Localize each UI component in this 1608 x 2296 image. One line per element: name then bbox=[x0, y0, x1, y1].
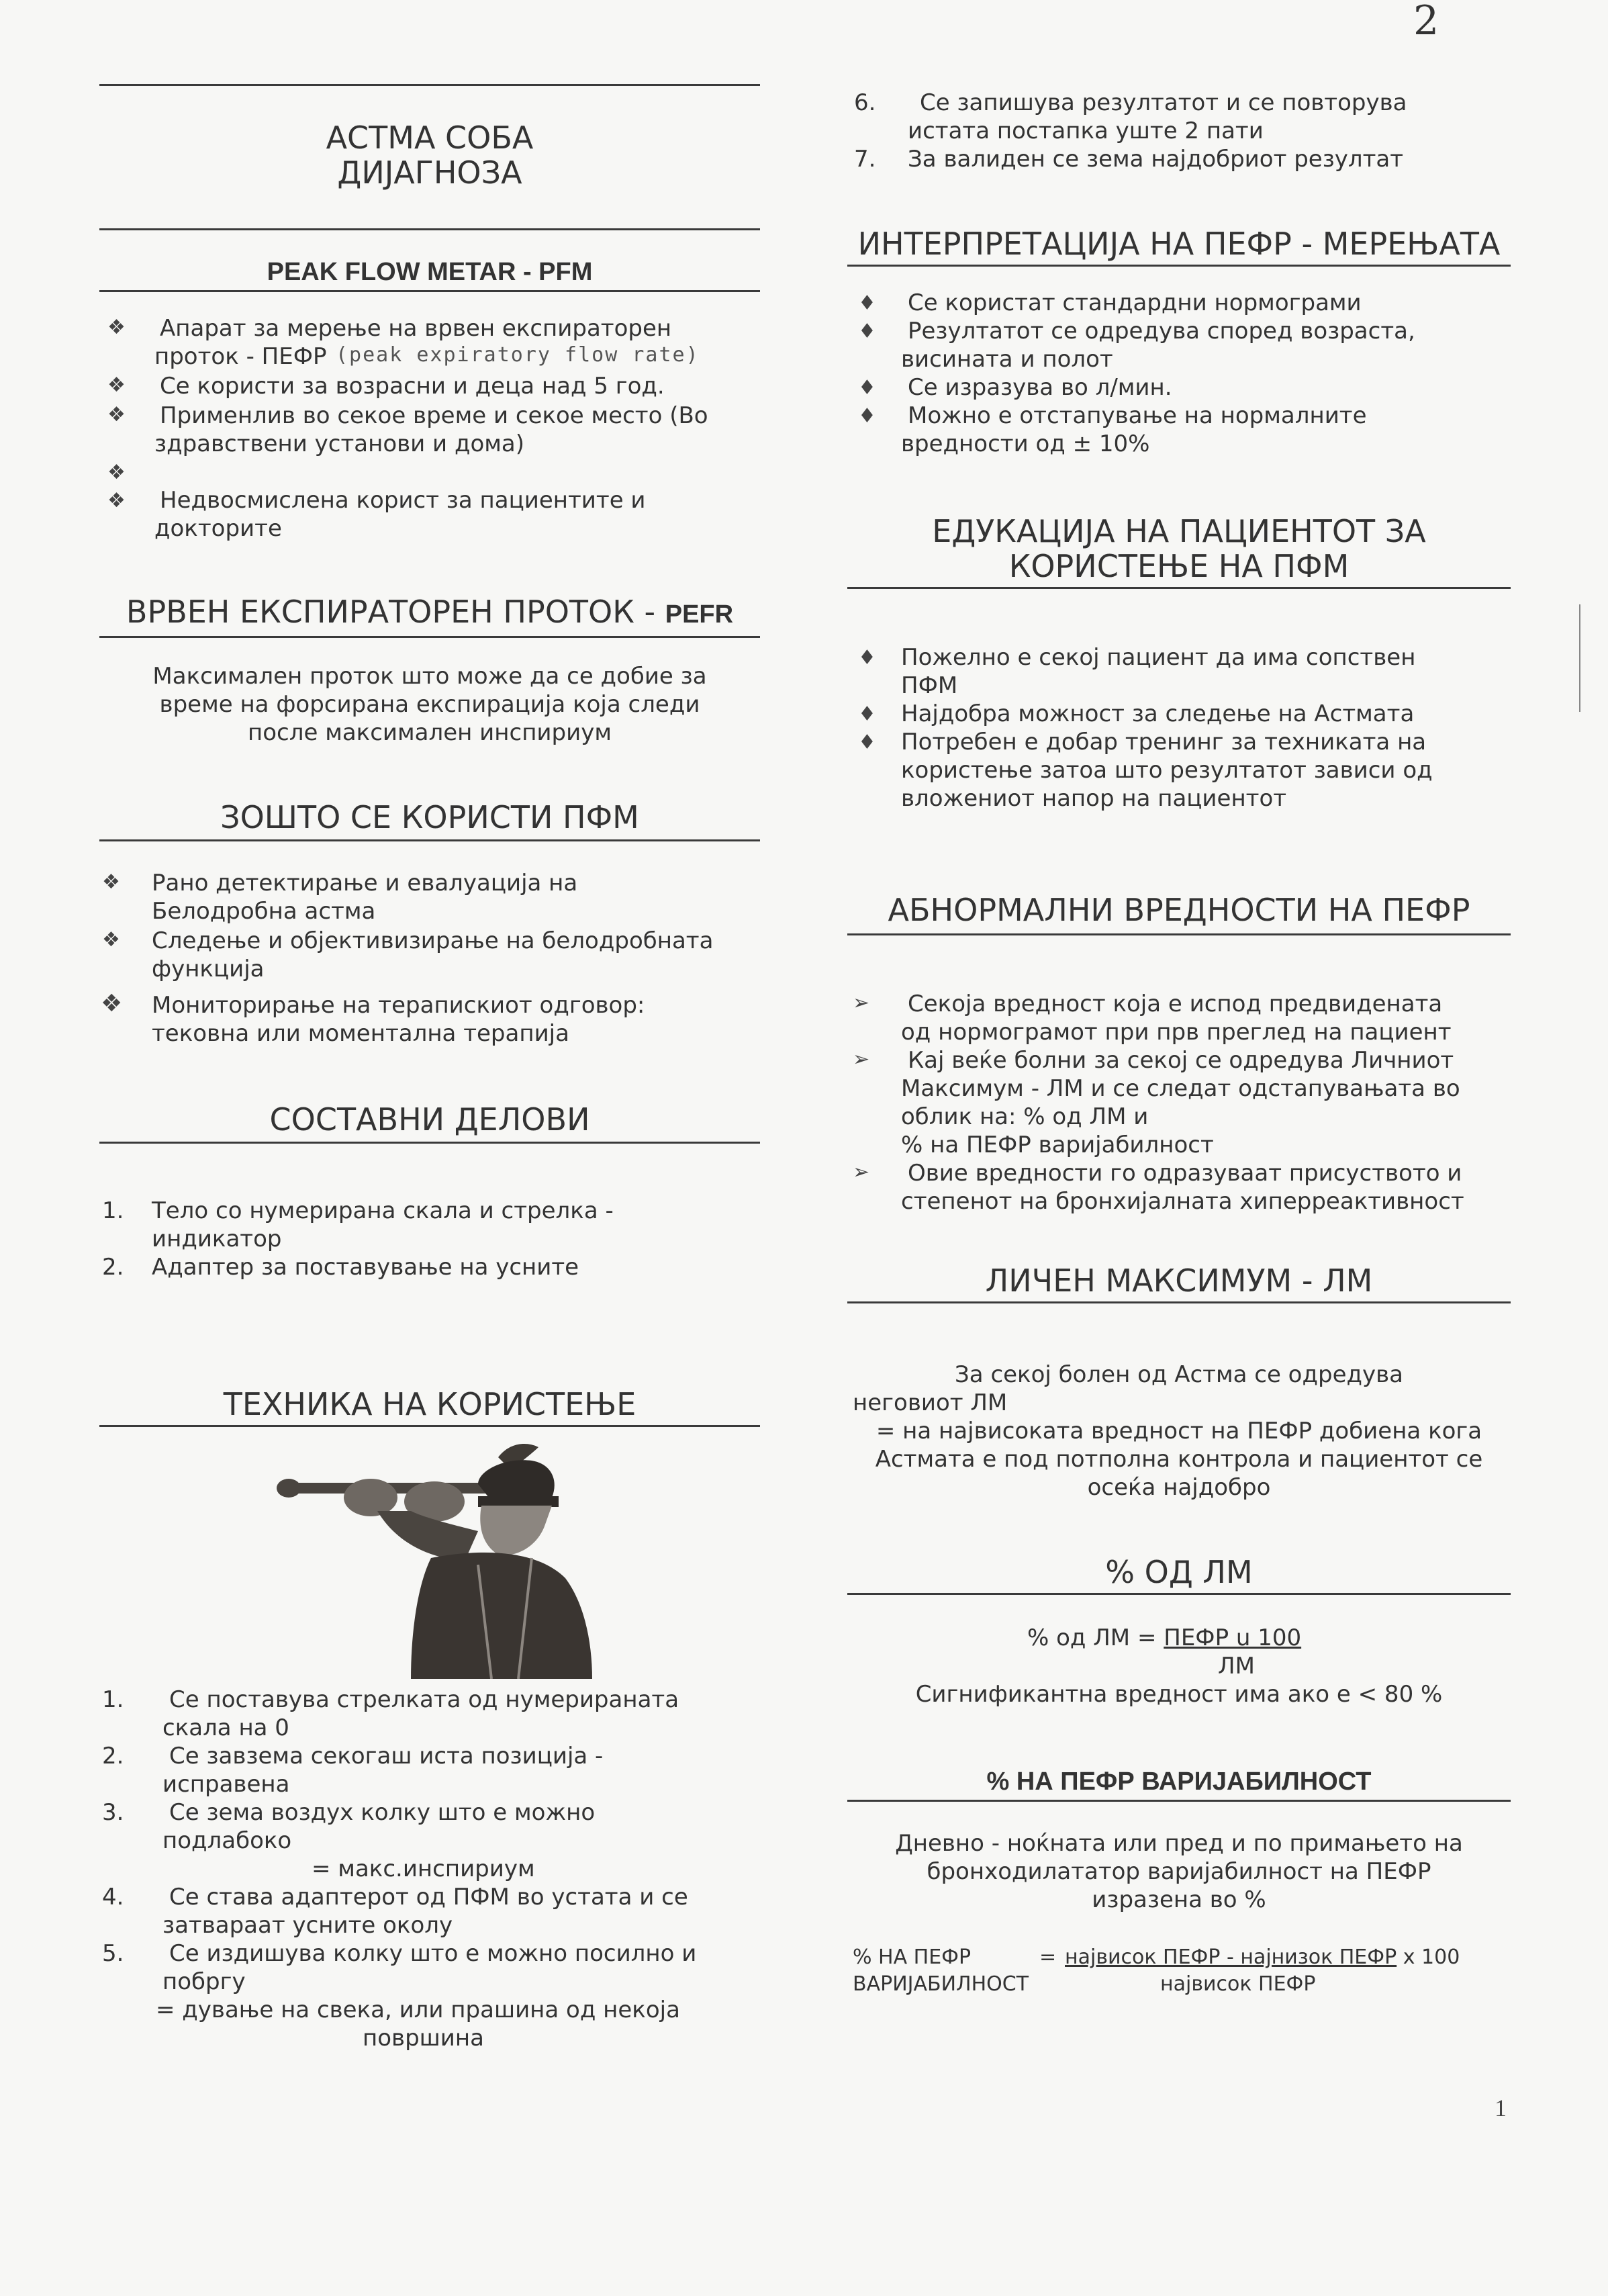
abnormal-item-2b: Максимум - ЛМ и се следат одстапувањата во bbox=[901, 1075, 1460, 1102]
heading-personal-max: ЛИЧЕН МАКСИМУМ - ЛМ bbox=[985, 1262, 1373, 1299]
interp-item-4b: вредности од ± 10% bbox=[901, 430, 1150, 457]
pefr-line-3: после максимален инспириум bbox=[248, 719, 612, 746]
personal-max-line-1: За секој болен од Астма се одредува bbox=[955, 1361, 1403, 1388]
step-7: За валиден се зема најдобриот резултат bbox=[908, 146, 1404, 173]
diamond-bullet-icon: ❖ bbox=[107, 373, 126, 397]
diamond-bullet-icon: ♦ bbox=[858, 702, 876, 726]
pefr-line-2: време на форсирана експирација која следи bbox=[159, 691, 700, 718]
abnormal-item-3b: степенот на бронхијалната хиперреактивност bbox=[901, 1188, 1464, 1215]
tech-step-5-note-b: површина bbox=[363, 2025, 484, 2052]
abnormal-item-2d: % на ПЕФР варијабилност bbox=[901, 1132, 1214, 1158]
tech-step-2b: исправена bbox=[162, 1771, 290, 1798]
variability-formula-eq: = bbox=[1039, 1945, 1057, 1969]
interp-item-2b: висината и полот bbox=[901, 346, 1113, 373]
abnormal-item-2c: облик на: % од ЛМ и bbox=[901, 1103, 1149, 1130]
diamond-bullet-icon: ♦ bbox=[858, 646, 876, 670]
rule-education bbox=[847, 587, 1511, 589]
diamond-bullet-icon: ❖ bbox=[107, 403, 126, 426]
tech-step-5b: побргу bbox=[162, 1968, 246, 1995]
rule-abnormal bbox=[847, 933, 1511, 935]
scan-edge-mark bbox=[1579, 604, 1580, 712]
rule-interpretation bbox=[847, 265, 1511, 267]
step-6b: истата постапка уште 2 пати bbox=[908, 118, 1264, 144]
rule-parts bbox=[99, 1142, 760, 1144]
tech-num-3: 3. bbox=[102, 1799, 124, 1826]
pfm-item-3b: здравствени установи и дома) bbox=[154, 430, 525, 457]
variability-formula-mult: x 100 bbox=[1397, 1945, 1460, 1969]
parts-num-2: 2. bbox=[102, 1254, 124, 1281]
why-item-2b: функција bbox=[152, 956, 265, 982]
abnormal-item-1: Секоја вредност која е испод предвидената bbox=[908, 991, 1443, 1017]
arrow-bullet-icon: ➢ bbox=[853, 1160, 870, 1184]
tech-step-4: Се става адаптерот од ПФМ во устата и се bbox=[169, 1884, 688, 1911]
abnormal-item-3: Овие вредности го одразуваат присуството и bbox=[908, 1160, 1462, 1187]
trumpet-player-illustration bbox=[277, 1444, 592, 1679]
pct-lm-formula bbox=[1027, 1624, 1301, 1652]
heading-parts: СОСТАВНИ ДЕЛОВИ bbox=[269, 1101, 590, 1138]
why-item-3: Мониторирање на терапискиот одговор: bbox=[152, 992, 645, 1019]
interp-item-3: Се изразува во л/мин. bbox=[908, 374, 1172, 401]
personal-max-line-2: неговиот ЛМ bbox=[853, 1389, 1008, 1416]
edu-item-1: Пожелно е секој пациент да има сопствен bbox=[901, 644, 1416, 671]
step-6: Се запишува резултатот и се повторува bbox=[920, 89, 1407, 116]
parts-num-1: 1. bbox=[102, 1197, 124, 1224]
edu-item-2: Најдобра можност за следење на Астмата bbox=[901, 700, 1415, 727]
variability-formula-label-1: % НА ПЕФР bbox=[853, 1945, 972, 1969]
rule-variability bbox=[847, 1800, 1511, 1802]
abnormal-item-1b: од нормограмот при прв преглед на пациент bbox=[901, 1019, 1452, 1046]
heading-pefr-abbr: PEFR bbox=[665, 600, 734, 629]
tech-step-2: Се завзема секогаш иста позиција - bbox=[169, 1743, 604, 1770]
rule-pefr bbox=[99, 636, 760, 638]
pfm-item-3: Применлив во секое време и секое место (Во bbox=[160, 402, 708, 429]
diamond-bullet-icon: ❖ bbox=[101, 990, 123, 1017]
variability-formula-denominator: највисок ПЕФР bbox=[1160, 1972, 1316, 1996]
abnormal-item-2: Кај веќе болни за секој се одредува Личниот bbox=[908, 1047, 1454, 1074]
interp-item-1: Се користат стандардни нормограми bbox=[908, 289, 1362, 316]
heading-technique: ТЕХНИКА НА КОРИСТЕЊЕ bbox=[223, 1386, 636, 1422]
arrow-bullet-icon: ➢ bbox=[853, 991, 870, 1015]
step-num-6: 6. bbox=[854, 89, 876, 116]
handwritten-page-mark: 2 bbox=[1413, 0, 1439, 44]
diamond-bullet-icon: ♦ bbox=[858, 320, 876, 343]
tech-step-3: Се зема воздух колку што е можно bbox=[169, 1799, 596, 1826]
rule-personal-max bbox=[847, 1301, 1511, 1303]
why-item-1b: Белодробна астма bbox=[152, 898, 376, 925]
tech-step-4b: затвараат усните околу bbox=[162, 1912, 453, 1939]
heading-interpretation: ИНТЕРПРЕТАЦИЈА НА ПЕФР - МЕРЕЊАТА bbox=[857, 226, 1501, 262]
tech-step-1: Се поставува стрелката од нумерираната bbox=[169, 1686, 679, 1713]
parts-item-1: Тело со нумерирана скала и стрелка - bbox=[152, 1197, 614, 1224]
personal-max-line-3: = на највисоката вредност на ПЕФР добиена кога bbox=[876, 1418, 1482, 1444]
page-title-line2: ДИЈАГНОЗА bbox=[337, 154, 522, 191]
diamond-bullet-icon: ❖ bbox=[102, 870, 120, 894]
diamond-bullet-icon: ♦ bbox=[858, 731, 876, 754]
parts-item-1b: индикатор bbox=[152, 1226, 282, 1252]
tech-num-5: 5. bbox=[102, 1940, 124, 1967]
diamond-bullet-icon: ❖ bbox=[102, 928, 120, 952]
tech-num-1: 1. bbox=[102, 1686, 124, 1713]
rule-pct-lm bbox=[847, 1593, 1511, 1595]
pfm-item-5: Недвосмислена корист за пациентите и bbox=[160, 487, 646, 514]
pfm-item-2: Се користи за возрасни и деца над 5 год. bbox=[160, 373, 665, 400]
tech-step-3b: подлабоко bbox=[162, 1827, 292, 1854]
rule-why bbox=[99, 839, 760, 841]
variability-line-3: изразена во % bbox=[1092, 1886, 1266, 1913]
heading-pct-lm: % ОД ЛМ bbox=[1105, 1554, 1253, 1590]
edu-item-3: Потребен е добар тренинг за техниката на bbox=[901, 729, 1427, 755]
variability-formula-numerator: највисок ПЕФР - најнизок ПЕФР bbox=[1065, 1945, 1397, 1969]
page-number: 1 bbox=[1495, 2095, 1507, 2121]
top-rule-left bbox=[99, 84, 760, 86]
pfm-item-1: Апарат за мерење на врвен експираторен bbox=[160, 315, 672, 342]
personal-max-line-5: осеќа најдобро bbox=[1087, 1474, 1271, 1501]
diamond-bullet-icon: ♦ bbox=[858, 376, 876, 400]
why-item-1: Рано детектирање и евалуација на bbox=[152, 870, 578, 897]
diamond-bullet-icon: ❖ bbox=[107, 316, 126, 339]
heading-pefr-text: ВРВЕН ЕКСПИРАТОРЕН ПРОТОК - bbox=[126, 594, 665, 630]
diamond-bullet-icon: ❖ bbox=[107, 461, 126, 484]
pfm-item-5b: докторите bbox=[154, 515, 282, 542]
why-item-3b: тековна или моментална терапија bbox=[152, 1020, 569, 1047]
handwritten-annotation: (peak expiratory flow rate) bbox=[336, 343, 700, 367]
diamond-bullet-icon: ❖ bbox=[107, 489, 126, 512]
variability-formula bbox=[1065, 1943, 1460, 1972]
pefr-line-1: Максимален проток што може да се добие за bbox=[152, 663, 707, 690]
tech-step-3-note: = макс.инспириум bbox=[312, 1855, 535, 1882]
edu-item-3c: вложениот напор на пациентот bbox=[901, 785, 1287, 812]
heading-pefr bbox=[99, 594, 760, 633]
heading-why: ЗОШТО СЕ КОРИСТИ ПФМ bbox=[220, 799, 639, 835]
interp-item-4: Можно е отстапување на нормалните bbox=[908, 402, 1367, 429]
edu-item-1b: ПФМ bbox=[901, 672, 958, 699]
pfm-item-1b: проток - ПЕФР bbox=[154, 343, 327, 370]
tech-step-5: Се издишува колку што е можно посилно и bbox=[169, 1940, 697, 1967]
edu-item-3b: користење затоа што резултатот зависи од bbox=[901, 757, 1433, 784]
variability-line-2: бронходилататор варијабилност на ПЕФР bbox=[927, 1858, 1431, 1885]
parts-item-2: Адаптер за поставување на усните bbox=[152, 1254, 579, 1281]
diamond-bullet-icon: ♦ bbox=[858, 291, 876, 315]
heading-variability: % НА ПЕФР ВАРИЈАБИЛНОСТ bbox=[986, 1767, 1372, 1796]
step-num-7: 7. bbox=[854, 146, 876, 173]
diamond-bullet-icon: ♦ bbox=[858, 404, 876, 428]
heading-education-line2: КОРИСТЕЊЕ НА ПФМ bbox=[1008, 548, 1350, 584]
heading-abnormal: АБНОРМАЛНИ ВРЕДНОСТИ НА ПЕФР bbox=[888, 892, 1470, 928]
tech-step-5-note: = дување на свека, или прашина од некоја bbox=[156, 1996, 680, 2023]
pct-lm-formula-numerator: ПЕФР u 100 bbox=[1164, 1624, 1302, 1651]
page-title-line1: АСТМА СОБА bbox=[326, 120, 534, 156]
heading-pfm: PEAK FLOW METAR - PFM bbox=[267, 258, 593, 286]
tech-step-1b: скала на 0 bbox=[162, 1714, 289, 1741]
pct-lm-formula-denominator: ЛМ bbox=[1218, 1653, 1255, 1680]
why-item-2: Следење и објективизирање на белодробната bbox=[152, 927, 714, 954]
pct-lm-formula-left: % од ЛМ = bbox=[1027, 1624, 1164, 1651]
variability-line-1: Дневно - ноќната или пред и по примањето на bbox=[895, 1830, 1463, 1857]
rule-pfm-top bbox=[99, 228, 760, 230]
rule-technique bbox=[99, 1425, 760, 1427]
arrow-bullet-icon: ➢ bbox=[853, 1048, 870, 1071]
heading-education-line1: ЕДУКАЦИЈА НА ПАЦИЕНТОТ ЗА bbox=[932, 513, 1426, 549]
personal-max-line-4: Астмата е под потполна контрола и пациентот се bbox=[875, 1446, 1483, 1473]
interp-item-2: Резултатот се одредува според возраста, bbox=[908, 318, 1415, 345]
pct-lm-significance: Сигнификантна вредност има ако е < 80 % bbox=[915, 1681, 1443, 1708]
rule-pfm bbox=[99, 290, 760, 292]
tech-num-4: 4. bbox=[102, 1884, 124, 1911]
variability-formula-label-2: ВАРИЈАБИЛНОСТ bbox=[853, 1972, 1029, 1996]
tech-num-2: 2. bbox=[102, 1743, 124, 1770]
